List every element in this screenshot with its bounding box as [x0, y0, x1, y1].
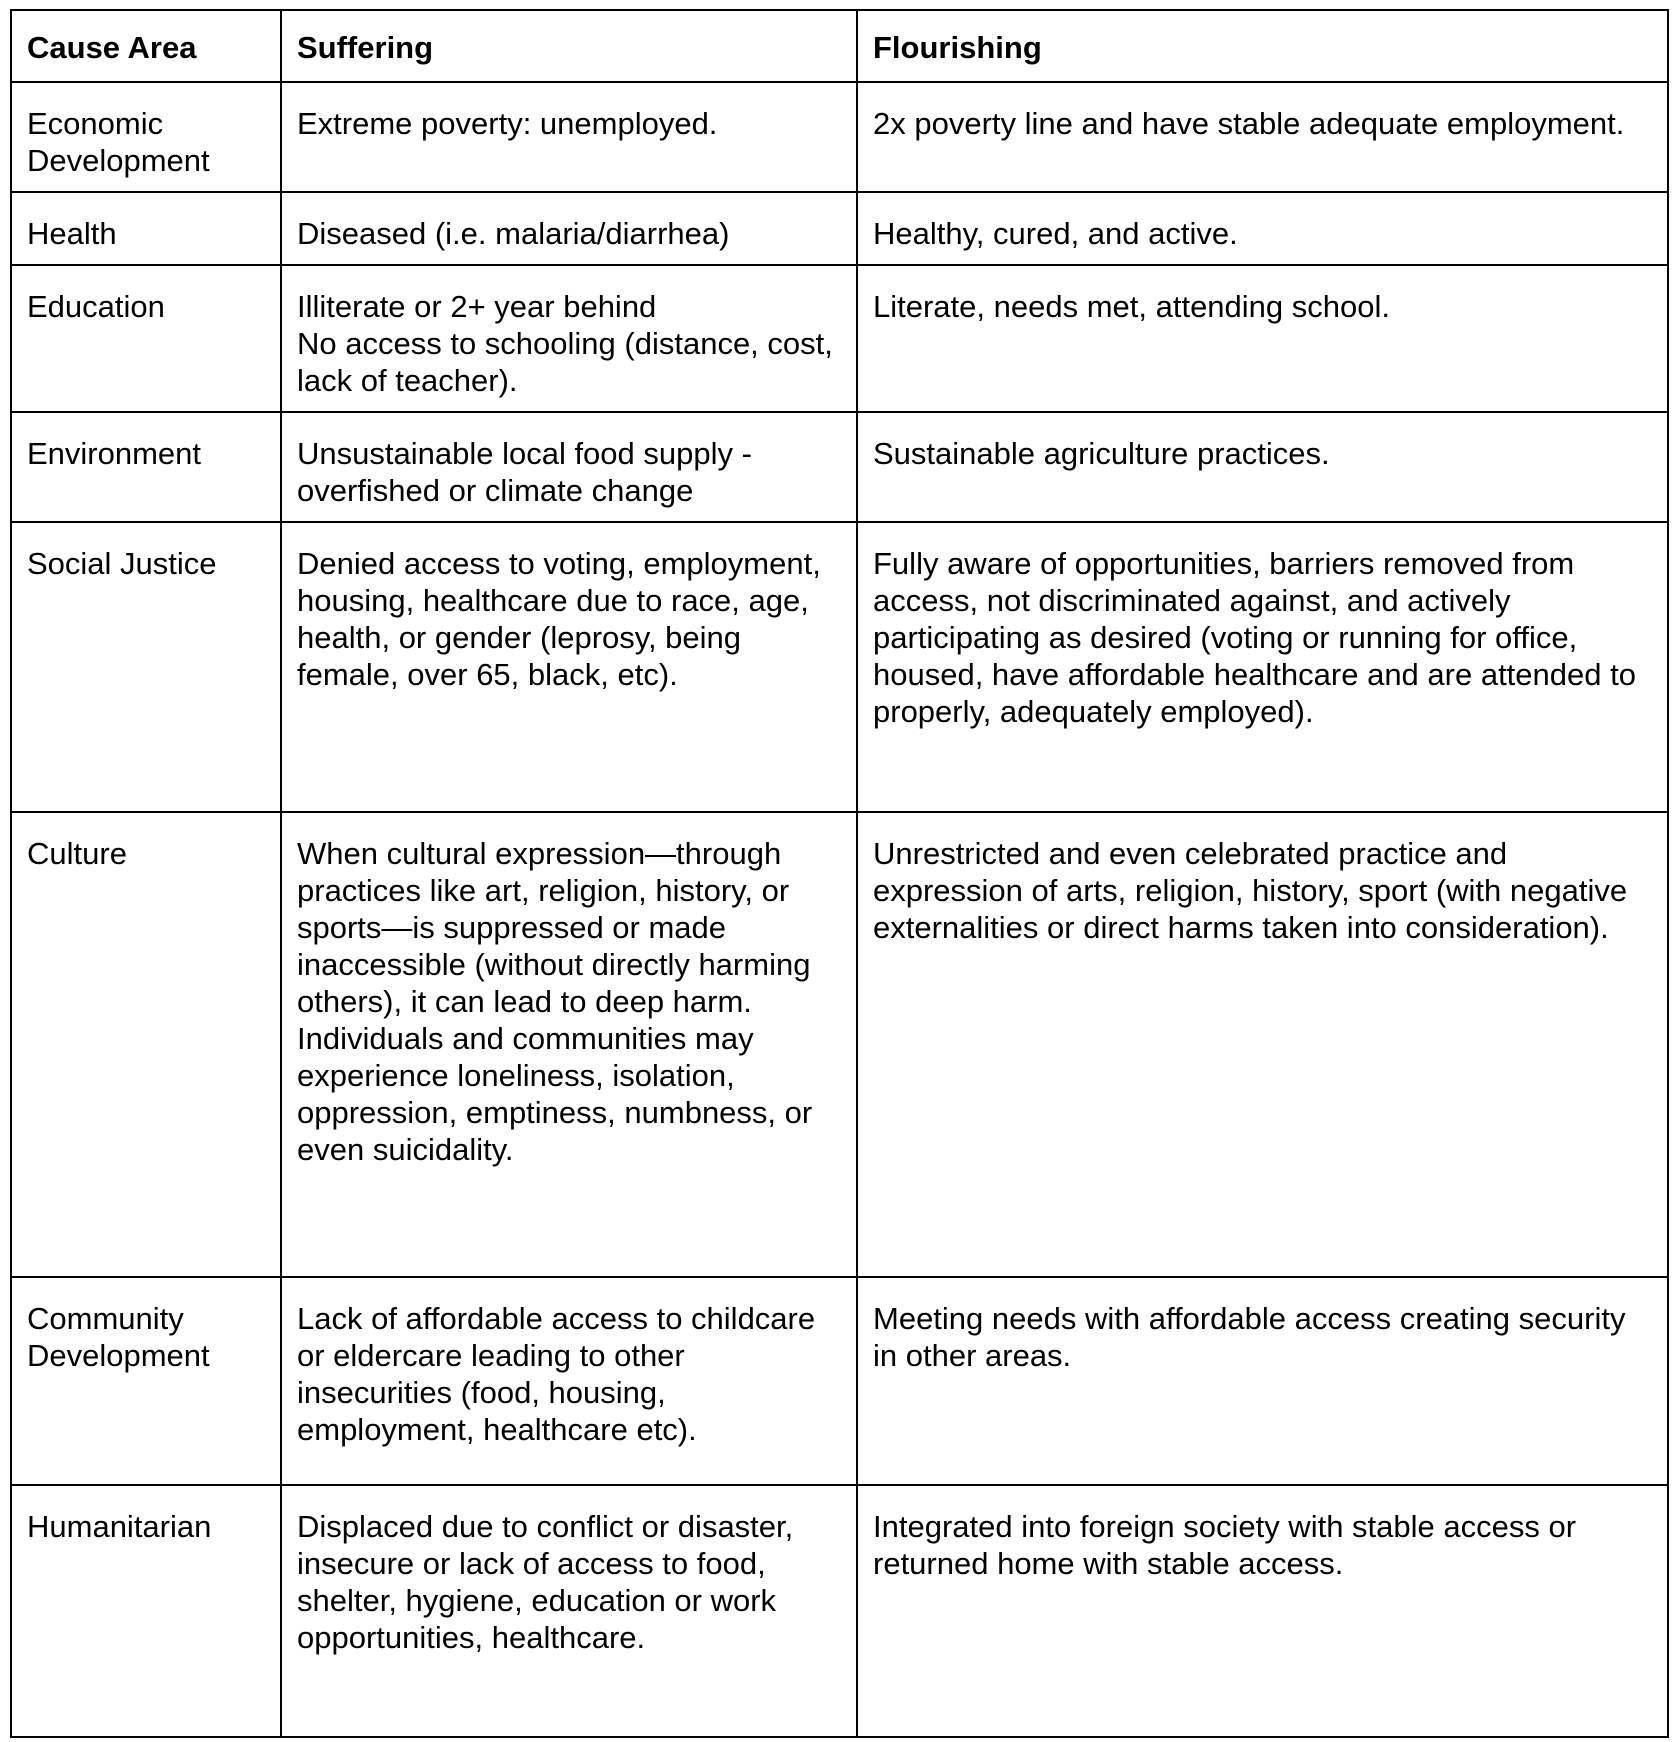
cause-cell: Economic Development — [11, 82, 281, 192]
suffering-cell: When cultural expression—through practices like art, religion, history, or sports—is suppressed or made inaccessible (without directly harming others), it can lead to deep harm. Individuals and communities may experience loneliness, isolation, oppression, emptiness, numbness, or even suicidality. — [281, 812, 857, 1277]
cause-area-table — [10, 9, 1669, 1738]
cause-cell: Social Justice — [11, 522, 281, 812]
flourishing-cell: Integrated into foreign society with stable access or returned home with stable access. — [857, 1485, 1668, 1737]
flourishing-cell: Meeting needs with affordable access creating security in other areas. — [857, 1277, 1668, 1485]
flourishing-cell: 2x poverty line and have stable adequate employment. — [857, 82, 1668, 192]
flourishing-cell: Fully aware of opportunities, barriers removed from access, not discriminated against, and actively participating as desired (voting or running for office, housed, have affordable healthcare and are attended to properly, adequately employed). — [857, 522, 1668, 812]
suffering-cell: Displaced due to conflict or disaster, insecure or lack of access to food, shelter, hygiene, education or work opportunities, healthcare. — [281, 1485, 857, 1737]
suffering-cell: Diseased (i.e. malaria/diarrhea) — [281, 192, 857, 265]
cause-cell: Community Development — [11, 1277, 281, 1485]
header-row — [11, 10, 1668, 82]
header-cause-area: Cause Area — [11, 10, 281, 82]
suffering-cell: Denied access to voting, employment, housing, healthcare due to race, age, health, or gender (leprosy, being female, over 65, black, etc). — [281, 522, 857, 812]
table-row — [11, 412, 1668, 522]
suffering-cell — [281, 265, 857, 412]
flourishing-cell: Healthy, cured, and active. — [857, 192, 1668, 265]
suffering-cell: Unsustainable local food supply - overfished or climate change — [281, 412, 857, 522]
flourishing-cell: Literate, needs met, attending school. — [857, 265, 1668, 412]
suffering-line: No access to schooling (distance, cost, lack of teacher). — [297, 326, 833, 398]
cause-cell: Culture — [11, 812, 281, 1277]
table-row — [11, 1277, 1668, 1485]
cause-cell: Health — [11, 192, 281, 265]
cause-cell: Environment — [11, 412, 281, 522]
table-row — [11, 812, 1668, 1277]
table-row — [11, 522, 1668, 812]
header-suffering: Suffering — [281, 10, 857, 82]
suffering-cell: Lack of affordable access to childcare or eldercare leading to other insecurities (food, housing, employment, healthcare etc). — [281, 1277, 857, 1485]
flourishing-cell: Unrestricted and even celebrated practice and expression of arts, religion, history, sport (with negative externalities or direct harms taken into consideration). — [857, 812, 1668, 1277]
table-row — [11, 1485, 1668, 1737]
header-flourishing: Flourishing — [857, 10, 1668, 82]
cause-cell: Humanitarian — [11, 1485, 281, 1737]
cause-cell: Education — [11, 265, 281, 412]
suffering-cell: Extreme poverty: unemployed. — [281, 82, 857, 192]
table-row — [11, 82, 1668, 192]
flourishing-cell: Sustainable agriculture practices. — [857, 412, 1668, 522]
table-row — [11, 192, 1668, 265]
suffering-line: Illiterate or 2+ year behind — [297, 289, 657, 324]
table-row — [11, 265, 1668, 412]
